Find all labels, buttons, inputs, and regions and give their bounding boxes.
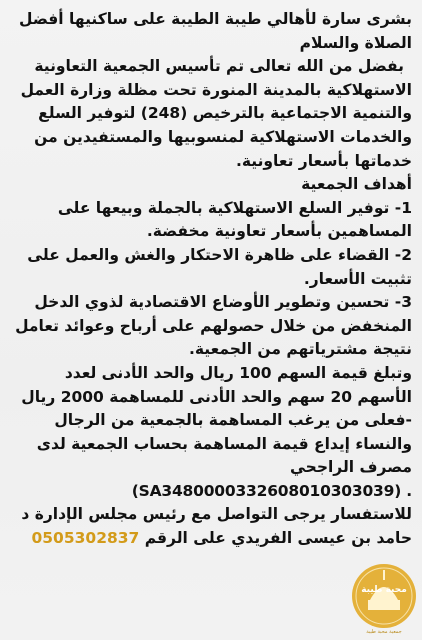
logo-caption: جمعية محبة طيبة [366, 629, 402, 635]
announcement-text [12, 8, 412, 551]
intro-line2: بفضل من الله تعالى تم تأسيس الجمعية التعاونية الاستهلاكية بالمدينة المنورة تحت مظلة وزارة العمل والتنمية الاجتماعية بالترخيص (248) لتوفير السلع والخدمات الاستهلاكية لمنسوبيها والمستفيدين من خدماتها بأسعار تعاونية. [20, 57, 412, 170]
mosque-base-icon [368, 600, 400, 610]
phone-number[interactable]: 0505302837 [31, 529, 140, 548]
contact-line [12, 503, 412, 550]
goal-item-3: 3- تحسين وتطوير الأوضاع الاقتصادية لذوي الدخل المنخفض من خلال حصولهم على أرباح وعوائد تعامل نتيجة مشترياتهم من الجمعية. [15, 293, 412, 359]
intro-line1: بشرى سارة لأهالي طيبة الطيبة على ساكنيها أفضل الصلاة والسلام [19, 10, 412, 52]
share-info: وتبلغ قيمة السهم 100 ريال والحد الأدنى لعدد الأسهم 20 سهم والحد الأدنى للمساهمة 2000 ريال -فعلى من يرغب المساهمة بالجمعية من الرجال والنساء إيداع قيمة المساهمة بحساب الجمعية لدى مصرف الراجحي [21, 363, 412, 477]
logo-text: محبة طيبة [361, 585, 407, 595]
minaret-icon [383, 570, 385, 580]
mosque-dome-logo-icon [350, 562, 418, 636]
iban-line [12, 480, 412, 504]
goal-item-2: 2- القضاء على ظاهرة الاحتكار والغش والعمل على تثبيت الأسعار. [27, 245, 412, 288]
goal-item-1: 1- توفير السلع الاستهلاكية بالجملة وبيعها على المساهمين بأسعار تعاونية مخفضة. [57, 198, 412, 241]
iban-number: (SA3480000332608010303039) . [131, 481, 412, 500]
contact-text: للاستفسار يرجى التواصل مع رئيس مجلس الإدارة د حامد بن عيسى الفريدي على الرقم [21, 505, 412, 548]
goals-heading: أهداف الجمعية [301, 175, 412, 194]
